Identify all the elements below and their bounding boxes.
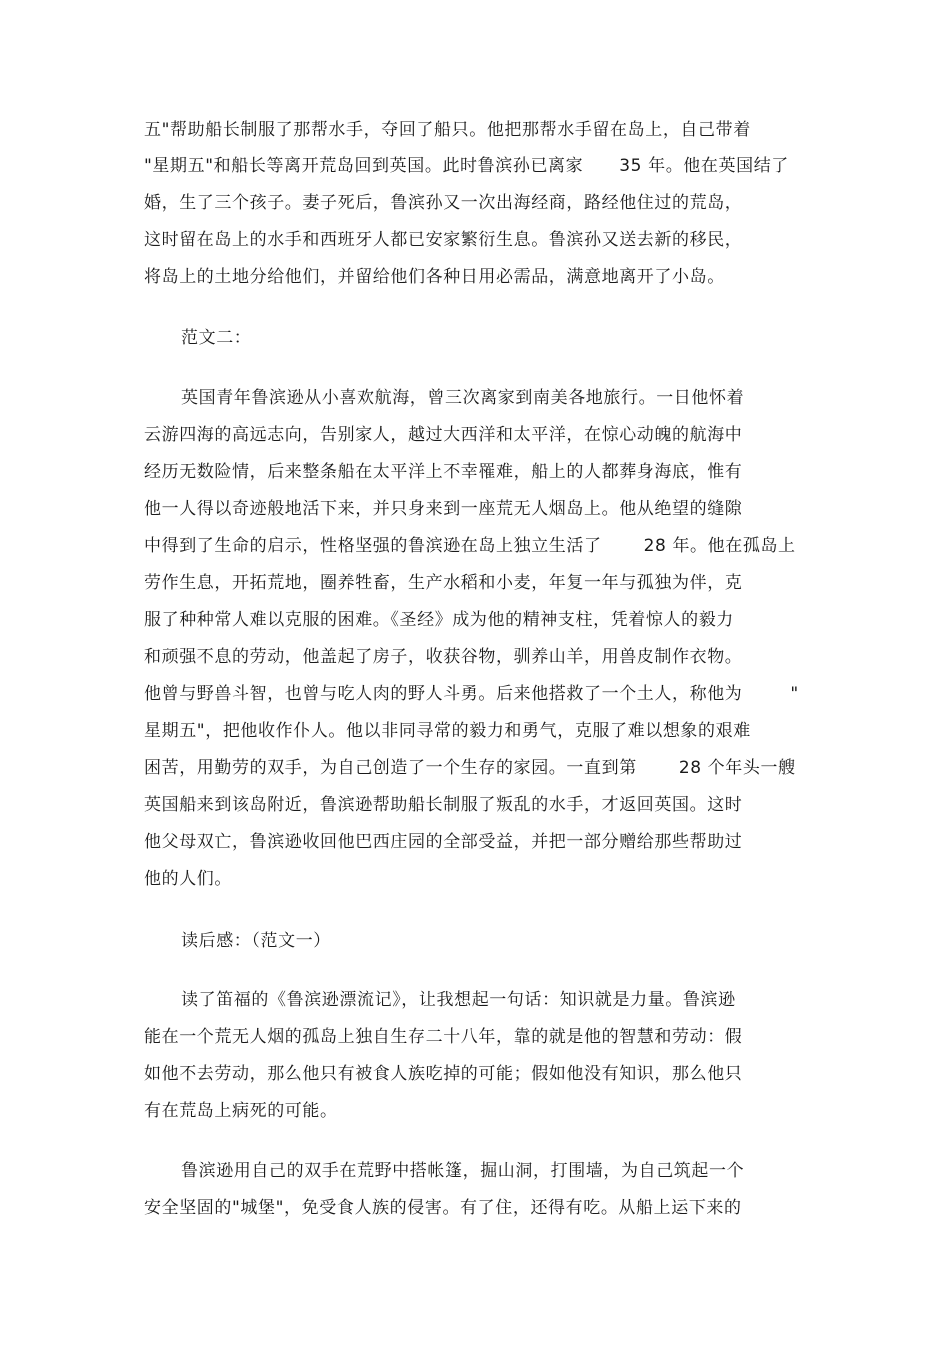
section2-line: 英国船来到该岛附近，鲁滨逊帮助船长制服了叛乱的水手，才返回英国。这时 xyxy=(144,795,743,815)
section2-line: 和顽强不息的劳动，他盖起了房子，收获谷物，驯养山羊，用兽皮制作衣物。 xyxy=(144,647,743,667)
review1-line: 如他不去劳动，那么他只有被食人族吃掉的可能；假如他没有知识，那么他只 xyxy=(144,1064,743,1084)
continuation-line: 将岛上的土地分给他们，并留给他们各种日用必需品，满意地离开了小岛。 xyxy=(144,267,725,287)
continuation-line: 这时留在岛上的水手和西班牙人都已安家繁衍生息。鲁滨孙又送去新的移民， xyxy=(144,230,743,250)
section2-line: 中得到了生命的启示，性格坚强的鲁滨逊在岛上独立生活了 28 年。他在孤岛上 xyxy=(144,536,796,556)
section2-line: 他曾与野兽斗智，也曾与吃人肉的野人斗勇。后来他搭救了一个土人，称他为 " xyxy=(144,684,799,704)
section2-line: 英国青年鲁滨逊从小喜欢航海，曾三次离家到南美各地旅行。一日他怀着 xyxy=(181,388,745,408)
continuation-line: 婚，生了三个孩子。妻子死后，鲁滨孙又一次出海经商，路经他住过的荒岛， xyxy=(144,193,743,213)
review1-line: 读了笛福的《鲁滨逊漂流记》，让我想起一句话：知识就是力量。鲁滨逊 xyxy=(181,990,736,1010)
section2-line: 他父母双亡，鲁滨逊收回他巴西庄园的全部受益，并把一部分赠给那些帮助过 xyxy=(144,832,743,852)
review1-line: 能在一个荒无人烟的孤岛上独自生存二十八年，靠的就是他的智慧和劳动：假 xyxy=(144,1027,743,1047)
section2-line: 云游四海的高远志向，告别家人，越过大西洋和太平洋，在惊心动魄的航海中 xyxy=(144,425,743,445)
section-heading-fanwen-2: 范文二： xyxy=(181,328,252,348)
section2-line: 困苦，用勤劳的双手，为自己创造了一个生存的家园。一直到第 28 个年头一艘 xyxy=(144,758,796,778)
section-heading-review: 读后感：（范文一） xyxy=(181,931,331,951)
continuation-line: 五"帮助船长制服了那帮水手，夺回了船只。他把那帮水手留在岛上，自己带着 xyxy=(144,120,751,140)
section2-line: 他一人得以奇迹般地活下来，并只身来到一座荒无人烟岛上。他从绝望的缝隙 xyxy=(144,499,743,519)
section2-line: 他的人们。 xyxy=(144,869,232,889)
review2-line: 安全坚固的"城堡"，免受食人族的侵害。有了住，还得有吃。从船上运下来的 xyxy=(144,1198,742,1218)
section2-line: 经历无数险情，后来整条船在太平洋上不幸罹难，船上的人都葬身海底，惟有 xyxy=(144,462,743,482)
review2-line: 鲁滨逊用自己的双手在荒野中搭帐篷，掘山洞，打围墙，为自己筑起一个 xyxy=(181,1161,745,1181)
section2-line: 星期五"，把他收作仆人。他以非同寻常的毅力和勇气，克服了难以想象的艰难 xyxy=(144,721,751,741)
review1-line: 有在荒岛上病死的可能。 xyxy=(144,1101,338,1121)
continuation-line: "星期五"和船长等离开荒岛回到英国。此时鲁滨孙已离家 35 年。他在英国结了 xyxy=(144,156,789,176)
section2-line: 劳作生息，开拓荒地，圈养牲畜，生产水稻和小麦，年复一年与孤独为伴，克 xyxy=(144,573,743,593)
section2-line: 服了种种常人难以克服的困难。《圣经》成为他的精神支柱，凭着惊人的毅力 xyxy=(144,610,734,630)
